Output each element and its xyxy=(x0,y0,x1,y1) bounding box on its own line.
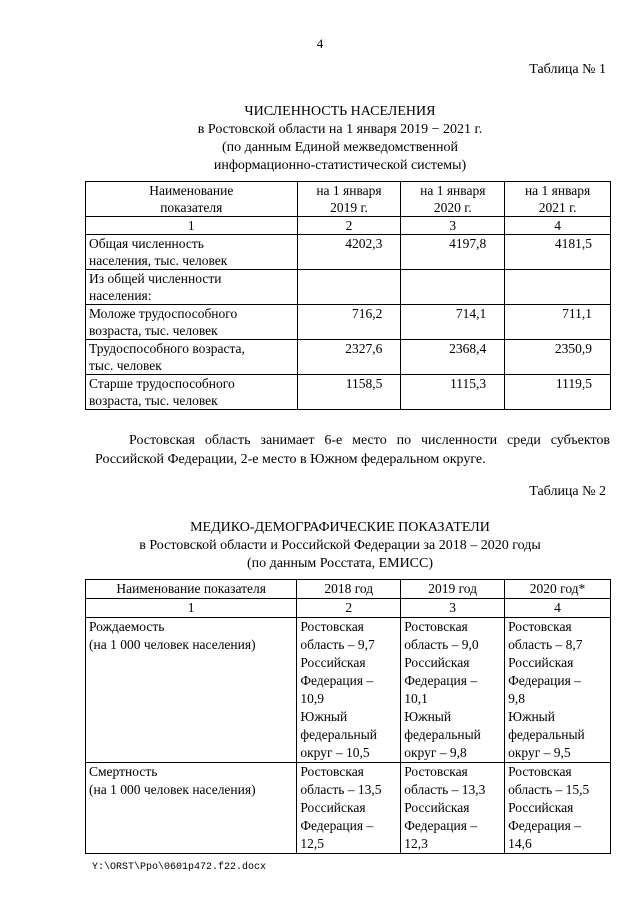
title-line: в Ростовской области на 1 января 2019 − 2021 г. xyxy=(197,122,483,137)
header-cell: 2020 год* xyxy=(505,580,611,599)
value-cell: 2327,6 xyxy=(297,340,401,375)
row-name: Моложе трудоспособного возраста, тыс. человек xyxy=(86,305,298,340)
header-cell: на 1 января 2019 г. xyxy=(297,182,401,217)
table-header-row xyxy=(86,580,611,599)
value-cell xyxy=(505,270,611,305)
row-name: Из общей численности населения: xyxy=(86,270,298,305)
table-row xyxy=(86,763,611,854)
column-number-row xyxy=(86,599,611,618)
title-line: в Ростовской области и Российской Федерации за 2018 – 2020 годы xyxy=(139,538,541,553)
value-cell: 2368,4 xyxy=(401,340,505,375)
page-number: 4 xyxy=(316,36,324,51)
row-name: Старше трудоспособного возраста, тыс. человек xyxy=(86,375,298,410)
value-cell: 1158,5 xyxy=(297,375,401,410)
column-number-row xyxy=(86,217,611,235)
title-line: (по данным Единой межведомственной xyxy=(222,140,458,155)
column-number: 1 xyxy=(86,217,298,235)
table1-title xyxy=(60,103,620,175)
row-name: Рождаемость (на 1 000 человек населения) xyxy=(86,618,297,763)
population-table xyxy=(85,181,611,410)
header-cell: на 1 января 2021 г. xyxy=(505,182,611,217)
row-name: Смертность (на 1 000 человек населения) xyxy=(86,763,297,854)
value-cell: 4202,3 xyxy=(297,235,401,270)
value-cell: Ростовская область – 15,5 Российская Федерация – 14,6 xyxy=(505,763,611,854)
title-line: (по данным Росстата, ЕМИСС) xyxy=(246,556,434,571)
body-paragraph xyxy=(95,431,610,469)
title-line: ЧИСЛЕННОСТЬ НАСЕЛЕНИЯ xyxy=(244,104,436,119)
value-cell xyxy=(401,270,505,305)
table-row xyxy=(86,270,611,305)
value-cell: Ростовская область – 8,7 Российская Федерация – 9,8 Южный федеральный округ – 9,5 xyxy=(505,618,611,763)
table-row xyxy=(86,375,611,410)
table-header-row xyxy=(86,182,611,217)
demographics-table xyxy=(85,579,611,854)
value-cell: Ростовская область – 9,7 Российская Федерация – 10,9 Южный федеральный округ – 10,5 xyxy=(297,618,401,763)
title-line: информационно-статистической системы) xyxy=(213,158,467,173)
row-name: Трудоспособного возраста, тыс. человек xyxy=(86,340,298,375)
column-number: 2 xyxy=(297,217,401,235)
header-cell: 2018 год xyxy=(297,580,401,599)
table-row xyxy=(86,235,611,270)
column-number: 2 xyxy=(297,599,401,618)
header-cell: на 1 января 2020 г. xyxy=(401,182,505,217)
column-number: 1 xyxy=(86,599,297,618)
column-number: 4 xyxy=(505,599,611,618)
title-line: МЕДИКО-ДЕМОГРАФИЧЕСКИЕ ПОКАЗАТЕЛИ xyxy=(190,520,490,535)
table-row xyxy=(86,618,611,763)
value-cell: Ростовская область – 13,3 Российская Федерация – 12,3 xyxy=(401,763,505,854)
header-cell: Наименование показателя xyxy=(86,580,297,599)
table2-label: Таблица № 2 xyxy=(529,484,606,499)
value-cell: 1119,5 xyxy=(505,375,611,410)
table1-label: Таблица № 1 xyxy=(529,62,606,77)
value-cell: 1115,3 xyxy=(401,375,505,410)
paragraph-line: Российской Федерации, 2-е место в Южном федеральном округе. xyxy=(95,452,486,467)
value-cell: Ростовская область – 9,0 Российская Федерация – 10,1 Южный федеральный округ – 9,8 xyxy=(401,618,505,763)
value-cell: 716,2 xyxy=(297,305,401,340)
value-cell xyxy=(297,270,401,305)
table2-title xyxy=(60,519,620,573)
paragraph-line: Ростовская область занимает 6-е место по численности среди субъектов xyxy=(129,433,610,448)
header-cell: 2019 год xyxy=(401,580,505,599)
row-name: Общая численность населения, тыс. человек xyxy=(86,235,298,270)
file-path-footer: Y:\ORST\Ppo\0601p472.f22.docx xyxy=(92,862,267,873)
header-cell: Наименование показателя xyxy=(86,182,298,217)
column-number: 3 xyxy=(401,599,505,618)
value-cell: 2350,9 xyxy=(505,340,611,375)
value-cell: 4197,8 xyxy=(401,235,505,270)
column-number: 4 xyxy=(505,217,611,235)
table-row xyxy=(86,305,611,340)
value-cell: Ростовская область – 13,5 Российская Федерация – 12,5 xyxy=(297,763,401,854)
value-cell: 714,1 xyxy=(401,305,505,340)
table-row xyxy=(86,340,611,375)
value-cell: 4181,5 xyxy=(505,235,611,270)
value-cell: 711,1 xyxy=(505,305,611,340)
column-number: 3 xyxy=(401,217,505,235)
